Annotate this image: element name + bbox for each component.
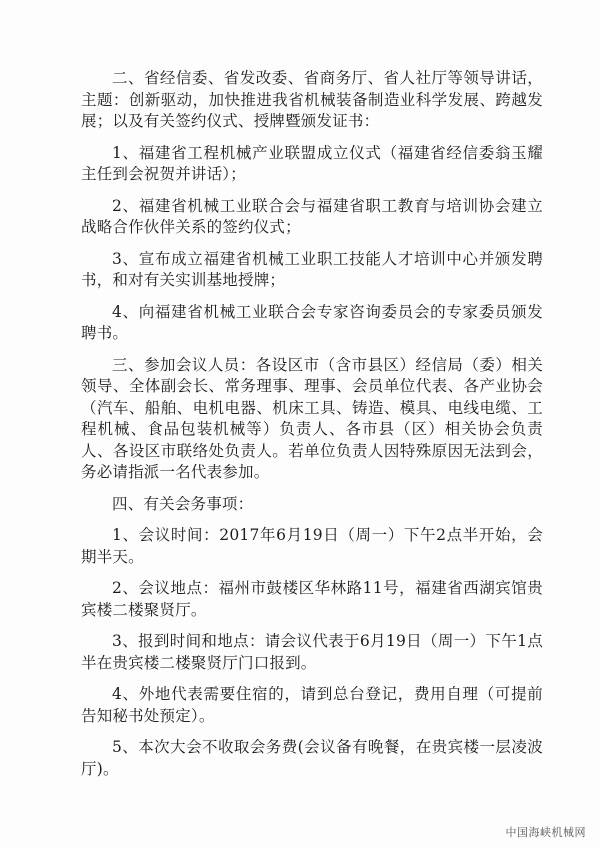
paragraph-meeting-location: 2、会议地点：福州市鼓楼区华林路11号，福建省西湖宾馆贵宾楼二楼聚贤厅。 bbox=[81, 579, 543, 619]
paragraph-registration: 3、报到时间和地点：请会议代表于6月19日（周一）下午1点半在贵宾楼二楼聚贤厅门口报到。 bbox=[81, 632, 543, 672]
paragraph-item-2-signing: 2、福建省机械工业联合会与福建省职工教育与培训协会建立战略合作伙伴关系的签约仪式； bbox=[81, 196, 543, 236]
paragraph-section-three-attendees: 三、参加会议人员：各设区市（含市县区）经信局（委）相关领导、全体副会长、常务理事、理事、会员单位代表、各产业协会（汽车、船舶、电机电器、机床工具、铸造、模具、电线电缆、工程机械、食品包装机械等）负责人、各市县（区）相关协会负责人、各设区市联络处负责人。若单位负责人因特殊原因无法到会，务必请指派一名代表参加。 bbox=[81, 355, 543, 481]
paragraph-meeting-time: 1、会议时间：2017年6月19日（周一）下午2点半开始，会期半天。 bbox=[81, 526, 543, 566]
paragraph-item-3-training-center: 3、宣布成立福建省机械工业职工技能人才培训中心并颁发聘书，和对有关实训基地授牌； bbox=[81, 249, 543, 289]
paragraph-item-4-experts: 4、向福建省机械工业联合会专家咨询委员会的专家委员颁发聘书。 bbox=[81, 302, 543, 342]
paragraph-fees: 5、本次大会不收取会务费(会议备有晚餐，在贵宾楼一层凌波厅)。 bbox=[81, 738, 543, 778]
document-body bbox=[81, 68, 543, 790]
paragraph-section-two-intro: 二、省经信委、省发改委、省商务厅、省人社厅等领导讲话，主题：创新驱动，加快推进我省机械装备制造业科学发展、跨越发展；以及有关签约仪式、授牌暨颁发证书： bbox=[81, 69, 543, 130]
paragraph-item-1-alliance: 1、福建省工程机械产业联盟成立仪式（福建省经信委翁玉耀主任到会祝贺并讲话）； bbox=[81, 143, 543, 183]
paragraph-accommodation: 4、外地代表需要住宿的，请到总台登记，费用自理（可提前告知秘书处预定）。 bbox=[81, 685, 543, 725]
paragraph-section-four-heading: 四、有关会务事项： bbox=[112, 494, 254, 513]
site-watermark: 中国海峡机械网 bbox=[505, 826, 586, 839]
